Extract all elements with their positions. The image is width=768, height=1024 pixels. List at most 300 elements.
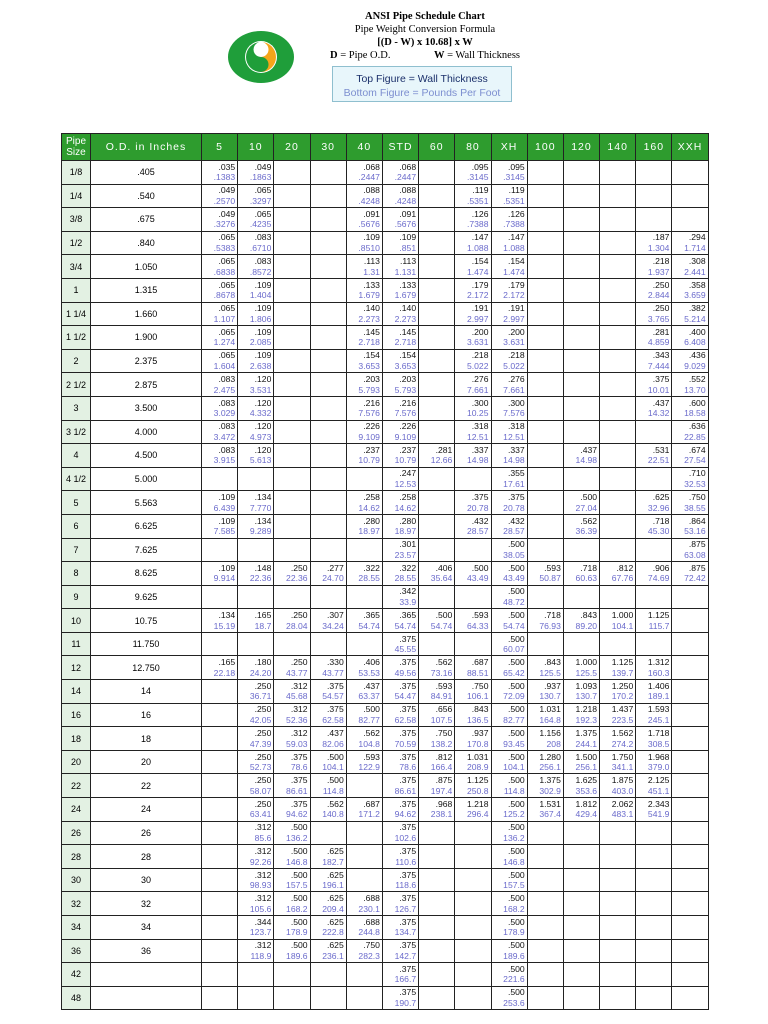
schedule-cell xyxy=(636,916,672,940)
pipe-size-cell: 2 1/2 xyxy=(62,373,91,397)
schedule-cell xyxy=(600,892,636,916)
schedule-cell xyxy=(310,326,346,350)
wall-thickness-value: .500 xyxy=(507,680,525,691)
wall-thickness-value: .358 xyxy=(688,279,706,290)
schedule-cell xyxy=(202,396,238,420)
schedule-cell xyxy=(382,467,418,491)
wall-thickness-value: .406 xyxy=(363,657,380,668)
wall-thickness-value: .375 xyxy=(399,916,417,927)
table-row xyxy=(62,892,709,916)
table-row xyxy=(62,562,709,586)
wall-thickness-value: .091 xyxy=(363,208,380,219)
wall-thickness-value: 1.406 xyxy=(647,680,670,691)
schedule-cell xyxy=(527,656,563,680)
pounds-per-foot-value: 14.98 xyxy=(503,455,525,466)
pounds-per-foot-value: 32.96 xyxy=(647,502,670,513)
pounds-per-foot-value: 1.679 xyxy=(394,290,417,301)
legend-bottom-figure: Bottom Figure = Pounds Per Foot xyxy=(343,87,501,99)
pounds-per-foot-value: .5351 xyxy=(503,195,525,206)
wall-thickness-value: .258 xyxy=(399,492,417,503)
schedule-cell xyxy=(238,774,274,798)
schedule-cell xyxy=(382,208,418,232)
schedule-cell xyxy=(636,326,672,350)
schedule-cell xyxy=(600,798,636,822)
od-cell: 3.500 xyxy=(91,396,202,420)
pounds-per-foot-value: 12.66 xyxy=(430,455,453,466)
schedule-cell xyxy=(346,514,382,538)
wall-thickness-value: .375 xyxy=(399,633,417,644)
schedule-cell xyxy=(672,963,708,987)
wall-thickness-value: .436 xyxy=(688,350,706,361)
schedule-cell xyxy=(563,750,599,774)
table-row xyxy=(62,231,709,255)
schedule-cell xyxy=(600,373,636,397)
pipe-size-cell: 2 xyxy=(62,349,91,373)
wall-thickness-value: .318 xyxy=(507,421,525,432)
schedule-cell xyxy=(202,349,238,373)
schedule-header: 100 xyxy=(527,134,563,161)
schedule-cell xyxy=(491,703,527,727)
schedule-cell xyxy=(274,680,310,704)
schedule-cell xyxy=(636,444,672,468)
pounds-per-foot-value: 105.6 xyxy=(249,903,272,914)
schedule-cell xyxy=(238,798,274,822)
pipe-size-cell: 36 xyxy=(62,939,91,963)
wall-thickness-value: .432 xyxy=(471,515,489,526)
schedule-cell xyxy=(491,161,527,185)
table-row xyxy=(62,514,709,538)
pounds-per-foot-value: .6838 xyxy=(213,266,236,277)
pounds-per-foot-value: 43.77 xyxy=(286,667,308,678)
pounds-per-foot-value: 125.5 xyxy=(539,667,561,678)
wall-thickness-value: .200 xyxy=(507,326,525,337)
wall-thickness-value: .625 xyxy=(327,940,344,951)
wall-thickness-value: .437 xyxy=(652,397,670,408)
pipe-size-cell: 32 xyxy=(62,892,91,916)
wall-thickness-value: .065 xyxy=(218,326,236,337)
schedule-cell xyxy=(419,161,455,185)
wall-thickness-value: .109 xyxy=(218,492,236,503)
wall-thickness-value: .095 xyxy=(507,161,525,172)
wall-thickness-value: .322 xyxy=(363,562,380,573)
wall-thickness-value: .625 xyxy=(652,492,670,503)
pounds-per-foot-value: 209.4 xyxy=(322,903,344,914)
schedule-cell xyxy=(672,868,708,892)
schedule-cell xyxy=(600,680,636,704)
od-cell: 5.000 xyxy=(91,467,202,491)
schedule-cell xyxy=(382,255,418,279)
schedule-cell xyxy=(491,845,527,869)
schedule-cell xyxy=(600,868,636,892)
wall-thickness-value: .365 xyxy=(399,609,417,620)
table-row xyxy=(62,184,709,208)
schedule-cell xyxy=(238,326,274,350)
pounds-per-foot-value: 1.604 xyxy=(213,361,236,372)
schedule-cell xyxy=(382,302,418,326)
schedule-cell xyxy=(672,727,708,751)
schedule-cell xyxy=(382,609,418,633)
wall-thickness-value: .342 xyxy=(399,586,417,597)
pounds-per-foot-value: 98.93 xyxy=(249,880,272,891)
pounds-per-foot-value: 73.16 xyxy=(430,667,453,678)
pounds-per-foot-value: 14.98 xyxy=(575,455,598,466)
pounds-per-foot-value: .4248 xyxy=(358,195,380,206)
wall-thickness-value: .343 xyxy=(652,350,670,361)
schedule-cell xyxy=(346,184,382,208)
schedule-cell xyxy=(455,278,491,302)
wall-thickness-value: .718 xyxy=(580,562,598,573)
pounds-per-foot-value: 2.085 xyxy=(249,337,272,348)
pounds-per-foot-value: 166.4 xyxy=(430,762,453,773)
schedule-cell xyxy=(419,326,455,350)
pounds-per-foot-value: 7.576 xyxy=(358,408,380,419)
wall-thickness-value: .344 xyxy=(254,916,272,927)
pounds-per-foot-value: 14.32 xyxy=(647,408,670,419)
schedule-cell xyxy=(636,585,672,609)
schedule-cell xyxy=(636,373,672,397)
wall-thickness-value: .500 xyxy=(507,869,525,880)
wall-thickness-value: .312 xyxy=(290,704,308,715)
wall-thickness-value: .109 xyxy=(218,562,236,573)
wall-thickness-value: .109 xyxy=(399,232,417,243)
schedule-cell xyxy=(672,656,708,680)
wall-thickness-value: .593 xyxy=(471,609,489,620)
schedule-cell xyxy=(202,255,238,279)
wall-thickness-value: 1.375 xyxy=(539,775,561,786)
schedule-cell xyxy=(310,562,346,586)
pounds-per-foot-value: 3.659 xyxy=(684,290,706,301)
schedule-cell xyxy=(455,680,491,704)
schedule-cell xyxy=(672,609,708,633)
schedule-cell xyxy=(491,821,527,845)
schedule-cell xyxy=(455,703,491,727)
wall-thickness-value: 1.750 xyxy=(611,751,634,762)
wall-thickness-value: .120 xyxy=(254,397,272,408)
wall-thickness-value: .218 xyxy=(507,350,525,361)
pounds-per-foot-value: .4235 xyxy=(249,219,272,230)
schedule-cell xyxy=(636,680,672,704)
pounds-per-foot-value: 1.304 xyxy=(647,243,670,254)
pounds-per-foot-value: 308.5 xyxy=(647,738,670,749)
wall-thickness-value: .437 xyxy=(580,444,598,455)
schedule-cell xyxy=(491,514,527,538)
schedule-cell xyxy=(563,491,599,515)
schedule-cell xyxy=(527,326,563,350)
table-row xyxy=(62,467,709,491)
schedule-cell xyxy=(491,373,527,397)
pounds-per-foot-value: 7.661 xyxy=(466,384,489,395)
pounds-per-foot-value: 250.8 xyxy=(466,785,489,796)
schedule-cell xyxy=(636,420,672,444)
schedule-cell xyxy=(274,868,310,892)
wall-thickness-value: .120 xyxy=(254,444,272,455)
schedule-cell xyxy=(382,231,418,255)
wall-thickness-value: .049 xyxy=(254,161,272,172)
schedule-cell xyxy=(310,798,346,822)
schedule-cell xyxy=(382,892,418,916)
schedule-cell xyxy=(238,703,274,727)
schedule-cell xyxy=(600,750,636,774)
wall-thickness-value: .500 xyxy=(327,775,344,786)
schedule-cell xyxy=(636,774,672,798)
wall-thickness-value: .049 xyxy=(218,208,236,219)
schedule-cell xyxy=(274,538,310,562)
wall-thickness-value: .875 xyxy=(688,562,706,573)
pounds-per-foot-value: 1.088 xyxy=(503,243,525,254)
schedule-cell xyxy=(346,420,382,444)
schedule-cell xyxy=(419,727,455,751)
schedule-cell xyxy=(310,680,346,704)
schedule-cell xyxy=(382,396,418,420)
wall-thickness-value: .375 xyxy=(399,845,417,856)
schedule-cell xyxy=(491,467,527,491)
pounds-per-foot-value: 3.653 xyxy=(394,361,417,372)
pipe-size-cell: 1 1/2 xyxy=(62,326,91,350)
wall-thickness-value: 1.031 xyxy=(466,751,489,762)
schedule-cell xyxy=(346,467,382,491)
schedule-cell xyxy=(455,349,491,373)
wall-thickness-value: .247 xyxy=(399,468,417,479)
schedule-cell xyxy=(600,349,636,373)
schedule-cell xyxy=(382,161,418,185)
pounds-per-foot-value: 403.0 xyxy=(611,785,634,796)
wall-thickness-value: .593 xyxy=(363,751,380,762)
wall-thickness-value: .437 xyxy=(327,727,344,738)
schedule-cell xyxy=(274,632,310,656)
schedule-cell xyxy=(274,208,310,232)
wall-thickness-value: .119 xyxy=(508,185,525,196)
schedule-cell xyxy=(382,845,418,869)
schedule-cell xyxy=(202,821,238,845)
pounds-per-foot-value: 168.2 xyxy=(286,903,308,914)
pounds-per-foot-value: 170.2 xyxy=(611,691,634,702)
schedule-cell xyxy=(563,538,599,562)
wall-thickness-value: .126 xyxy=(507,208,525,219)
schedule-cell xyxy=(419,703,455,727)
schedule-cell xyxy=(527,680,563,704)
table-row xyxy=(62,609,709,633)
schedule-header: 5 xyxy=(202,134,238,161)
wall-thickness-value: .113 xyxy=(363,256,380,267)
schedule-cell xyxy=(455,491,491,515)
wall-thickness-value: .312 xyxy=(254,845,272,856)
schedule-cell xyxy=(274,609,310,633)
table-row xyxy=(62,396,709,420)
wall-thickness-value: .375 xyxy=(290,775,308,786)
schedule-cell xyxy=(636,868,672,892)
od-cell: 1.660 xyxy=(91,302,202,326)
schedule-cell xyxy=(527,798,563,822)
table-row xyxy=(62,680,709,704)
pounds-per-foot-value: 18.7 xyxy=(254,620,272,631)
pounds-per-foot-value: 35.64 xyxy=(430,573,453,584)
schedule-cell xyxy=(563,963,599,987)
pounds-per-foot-value: 146.8 xyxy=(286,856,308,867)
wall-thickness-value: .134 xyxy=(254,515,272,526)
pounds-per-foot-value: 1.088 xyxy=(466,243,489,254)
wall-thickness-value: .365 xyxy=(363,609,380,620)
schedule-cell xyxy=(491,939,527,963)
pounds-per-foot-value: 115.7 xyxy=(648,620,670,631)
schedule-cell xyxy=(382,868,418,892)
wall-thickness-value: .500 xyxy=(507,751,525,762)
schedule-cell xyxy=(346,562,382,586)
schedule-cell xyxy=(491,255,527,279)
pounds-per-foot-value: 64.33 xyxy=(466,620,489,631)
wall-thickness-value: .400 xyxy=(688,326,706,337)
wall-thickness-value: .375 xyxy=(399,893,417,904)
wall-thickness-value: .593 xyxy=(435,680,453,691)
pounds-per-foot-value: 130.7 xyxy=(539,691,561,702)
schedule-cell xyxy=(600,609,636,633)
wall-thickness-value: .500 xyxy=(290,822,308,833)
schedule-cell xyxy=(238,420,274,444)
schedule-cell xyxy=(636,278,672,302)
table-row xyxy=(62,278,709,302)
pounds-per-foot-value: 22.18 xyxy=(213,667,236,678)
schedule-cell xyxy=(382,703,418,727)
wall-thickness-value: .500 xyxy=(507,562,525,573)
pounds-per-foot-value: 2.172 xyxy=(466,290,489,301)
schedule-cell xyxy=(238,892,274,916)
schedule-cell xyxy=(238,278,274,302)
wall-thickness-value: .500 xyxy=(507,963,525,974)
wall-thickness-value: .406 xyxy=(435,562,453,573)
schedule-cell xyxy=(527,609,563,633)
schedule-cell xyxy=(527,821,563,845)
schedule-header: 10 xyxy=(238,134,274,161)
schedule-cell xyxy=(563,939,599,963)
pounds-per-foot-value: 53.53 xyxy=(358,667,380,678)
schedule-header: 30 xyxy=(310,134,346,161)
schedule-cell xyxy=(455,184,491,208)
table-row xyxy=(62,161,709,185)
pipe-size-cell: 3 xyxy=(62,396,91,420)
pounds-per-foot-value: 54.74 xyxy=(503,620,525,631)
pounds-per-foot-value: 429.4 xyxy=(575,809,598,820)
schedule-cell xyxy=(238,373,274,397)
schedule-cell xyxy=(382,798,418,822)
company-logo xyxy=(227,30,295,84)
schedule-cell xyxy=(600,632,636,656)
table-row xyxy=(62,326,709,350)
wall-thickness-value: .330 xyxy=(327,657,344,668)
table-body xyxy=(62,161,709,1010)
schedule-cell xyxy=(600,444,636,468)
schedule-cell xyxy=(563,161,599,185)
pounds-per-foot-value: 102.6 xyxy=(394,832,417,843)
schedule-cell xyxy=(419,349,455,373)
pounds-per-foot-value: 7.770 xyxy=(249,502,272,513)
schedule-cell xyxy=(455,868,491,892)
wall-thickness-value: .937 xyxy=(544,680,561,691)
pounds-per-foot-value: 4.332 xyxy=(249,408,272,419)
wall-thickness-value: .688 xyxy=(363,916,380,927)
pounds-per-foot-value: 45.55 xyxy=(394,644,417,655)
wall-thickness-value: .126 xyxy=(471,208,489,219)
pounds-per-foot-value: 9.029 xyxy=(684,361,706,372)
pipe-size-cell: 24 xyxy=(62,798,91,822)
schedule-cell xyxy=(202,184,238,208)
wall-thickness-value: .109 xyxy=(218,515,236,526)
schedule-cell xyxy=(491,656,527,680)
wall-thickness-value: .133 xyxy=(363,279,380,290)
wall-thickness-value: .147 xyxy=(471,232,489,243)
wall-thickness-value: .500 xyxy=(507,845,525,856)
schedule-cell xyxy=(202,444,238,468)
wall-thickness-value: .203 xyxy=(363,374,380,385)
schedule-cell xyxy=(202,420,238,444)
wall-thickness-value: .068 xyxy=(399,161,417,172)
schedule-cell xyxy=(563,609,599,633)
od-cell: 32 xyxy=(91,892,202,916)
schedule-cell xyxy=(563,208,599,232)
pounds-per-foot-value: 62.58 xyxy=(394,714,417,725)
wall-thickness-value: 1.875 xyxy=(611,775,634,786)
formula-definitions xyxy=(330,49,520,62)
wall-thickness-value: .250 xyxy=(652,279,670,290)
pounds-per-foot-value: 47.39 xyxy=(249,738,272,749)
schedule-cell xyxy=(563,255,599,279)
pounds-per-foot-value: 89.20 xyxy=(575,620,598,631)
od-cell: 20 xyxy=(91,750,202,774)
pounds-per-foot-value: 6.439 xyxy=(213,502,236,513)
pounds-per-foot-value: 85.6 xyxy=(254,832,272,843)
wall-thickness-value: .250 xyxy=(254,727,272,738)
schedule-cell xyxy=(600,538,636,562)
wall-thickness-value: .065 xyxy=(218,256,236,267)
schedule-cell xyxy=(202,986,238,1010)
schedule-cell xyxy=(600,727,636,751)
schedule-cell xyxy=(672,302,708,326)
wall-thickness-value: .218 xyxy=(471,350,489,361)
wall-thickness-value: .280 xyxy=(399,515,417,526)
pounds-per-foot-value: 114.8 xyxy=(503,785,525,796)
schedule-cell xyxy=(563,184,599,208)
schedule-cell xyxy=(202,585,238,609)
pounds-per-foot-value: 2.273 xyxy=(358,313,380,324)
schedule-cell xyxy=(600,703,636,727)
wall-thickness-value: .500 xyxy=(507,822,525,833)
pounds-per-foot-value: 238.1 xyxy=(430,809,453,820)
schedule-cell xyxy=(310,632,346,656)
pounds-per-foot-value: 59.03 xyxy=(286,738,308,749)
pounds-per-foot-value: 12.53 xyxy=(394,479,417,490)
schedule-cell xyxy=(491,420,527,444)
schedule-cell xyxy=(672,986,708,1010)
pounds-per-foot-value: 136.2 xyxy=(503,832,525,843)
pounds-per-foot-value: 10.25 xyxy=(466,408,489,419)
wall-thickness-value: .083 xyxy=(254,232,272,243)
schedule-cell xyxy=(238,231,274,255)
pounds-per-foot-value: 53.16 xyxy=(684,526,706,537)
schedule-cell xyxy=(238,349,274,373)
schedule-cell xyxy=(527,703,563,727)
wall-thickness-value: .312 xyxy=(290,680,308,691)
wall-thickness-value: 2.343 xyxy=(647,798,670,809)
pounds-per-foot-value: 43.49 xyxy=(466,573,489,584)
pounds-per-foot-value: 12.51 xyxy=(466,431,489,442)
schedule-cell xyxy=(274,727,310,751)
schedule-cell xyxy=(238,161,274,185)
schedule-cell xyxy=(527,632,563,656)
pounds-per-foot-value: 2.718 xyxy=(358,337,380,348)
schedule-cell xyxy=(419,562,455,586)
schedule-cell xyxy=(346,278,382,302)
schedule-cell xyxy=(672,562,708,586)
pounds-per-foot-value: 58.07 xyxy=(249,785,272,796)
schedule-cell xyxy=(202,845,238,869)
